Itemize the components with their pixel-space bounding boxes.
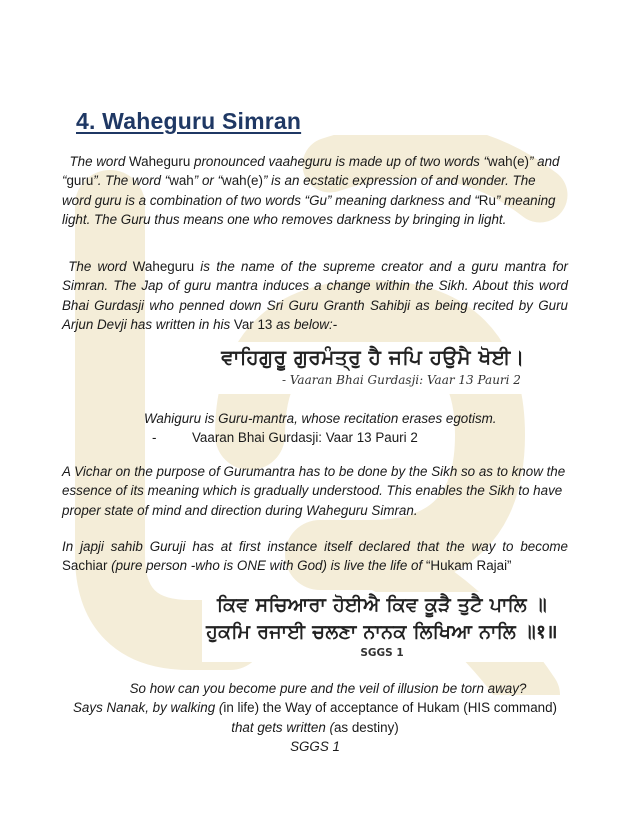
paragraph-hukam-rajai: In japji sahib Guruji has at first instance itself declared that the way to become Sachiar (pure person -who is ONE with God) is live the life of “Hukam Rajai” bbox=[62, 539, 568, 574]
paragraph-guru-mantra: The word Waheguru is the name of the supreme creator and a guru mantra for Simran. The Jap of guru mantra induces a change within the Sikh. About this word Bhai Gurdasji who penned down Sri Guru Granth Sahibji as being recited by Guru Arjun Devji has written in his Var 13 as below:- bbox=[62, 259, 568, 333]
translation-source: SGGS 1 bbox=[290, 739, 340, 755]
translation-quote-japji bbox=[62, 679, 568, 757]
translation-quote-vaar bbox=[62, 409, 568, 448]
translation-line: Wahiguru is Guru-mantra, whose recitation erases egotism. bbox=[144, 411, 497, 426]
gurbani-line: ਵਾਹਿਗੁਰੂ ਗੁਰਮੰਤ੍ਰੁ ਹੈ ਜਪਿ ਹਉਮੈ ਖੋਈ। bbox=[221, 345, 525, 369]
translation-line-1: So how can you become pure and the veil of illusion be torn away? bbox=[129, 681, 527, 696]
translation-line-2: Says Nanak, by walking (in life) the Way of acceptance of Hukam (HIS command) bbox=[73, 700, 557, 716]
gurbani-image-vaar bbox=[158, 342, 588, 394]
translation-line-3: that gets written (as destiny) bbox=[231, 719, 399, 735]
gurbani-image-japji bbox=[202, 592, 562, 662]
gurbani-line-2: ਹੁਕਮਿ ਰਜਾਈ ਚਲਣਾ ਨਾਨਕ ਲਿਖਿਆ ਨਾਲਿ ॥१॥ bbox=[206, 621, 558, 643]
page-title: 4. Waheguru Simran bbox=[76, 108, 302, 134]
paragraph-vichar: A Vichar on the purpose of Gurumantra has to be done by the Sikh so as to know the essence of its meaning which is gradually understood. This enables the Sikh to have proper state of mind and direction during Waheguru Simran. bbox=[62, 464, 566, 518]
paragraph-waheguru-meaning: The word Waheguru pronounced vaaheguru is made up of two words “wah(e)” and “guru”. The word “wah” or “wah(e)” is an ecstatic expression of and wonder. The word guru is a combination of two words “Gu” meaning darkness and “Ru” meaning light. The Guru thus means one who removes darkness by bringing in light. bbox=[62, 154, 560, 228]
gurbani-caption: - Vaaran Bhai Gurdasji: Vaar 13 Pauri 2 bbox=[282, 373, 521, 387]
translation-source: - Vaaran Bhai Gurdasji: Vaar 13 Pauri 2 bbox=[152, 430, 418, 446]
gurbani-line-1: ਕਿਵ ਸਚਿਆਰਾ ਹੋਈਐ ਕਿਵ ਕੂੜੈ ਤੁਟੈ ਪਾਲਿ ॥ bbox=[217, 594, 547, 616]
gurbani-caption: SGGS 1 bbox=[360, 647, 404, 659]
